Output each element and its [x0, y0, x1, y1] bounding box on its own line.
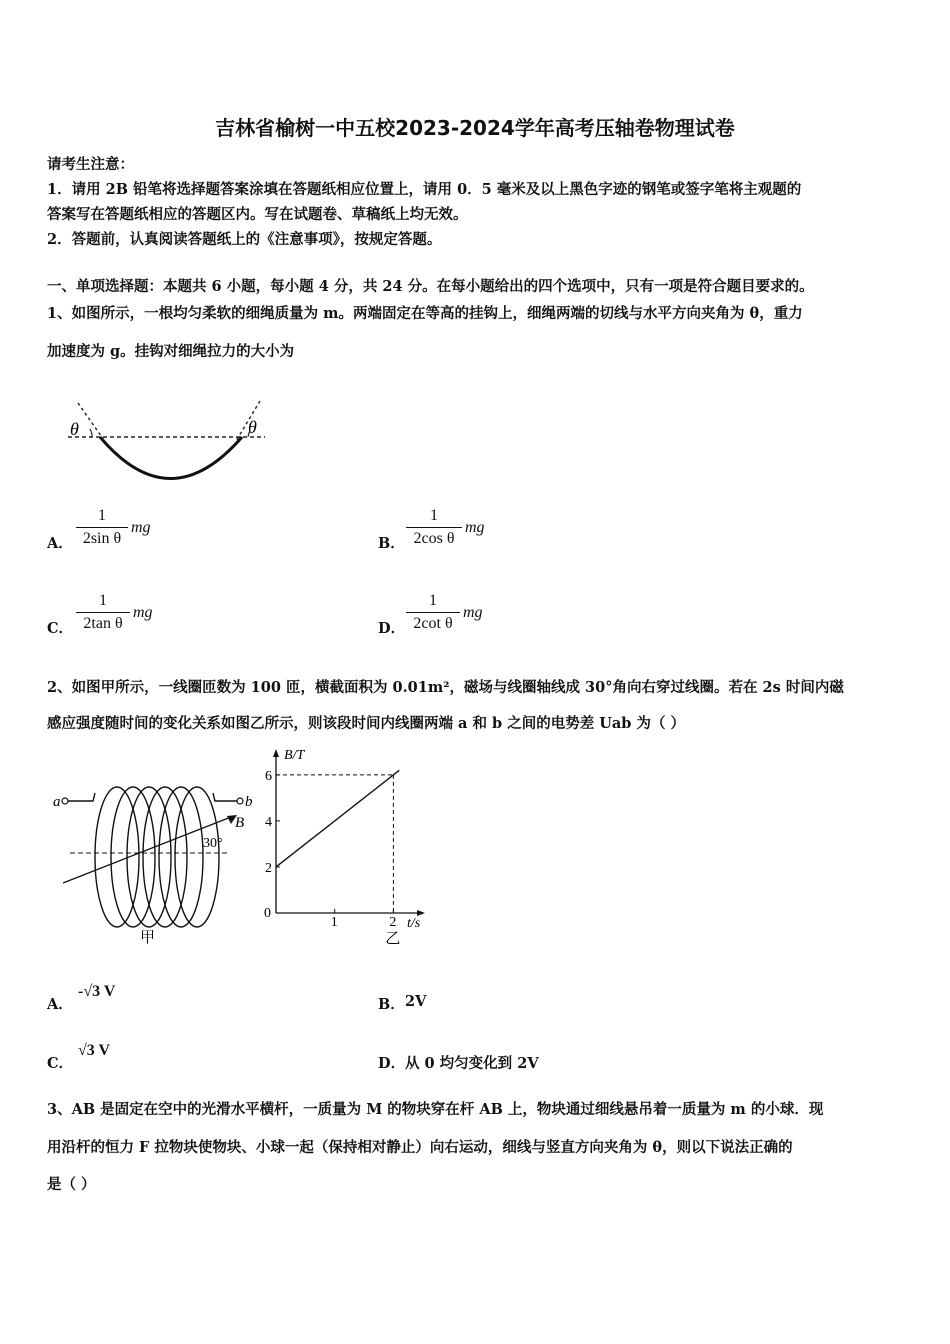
origin-label: 0 — [264, 906, 271, 921]
notice-line-1a: 1．请用 2B 铅笔将选择题答案涂填在答题纸相应位置上，请用 0．5 毫米及以上黑色字迹的钢笔或签字笔将主观题的 — [47, 181, 802, 198]
fraction-denominator: 2cos θ — [413, 530, 455, 547]
q3-stem-line2: 用沿杆的恒力 F 拉物块使物块、小球一起（保持相对静止）向右运动，细线与竖直方向夹角为 θ，则以下说法正确的 — [47, 1139, 793, 1156]
figure-jia-label: 甲 — [140, 930, 156, 946]
fraction-denominator: 2cot θ — [413, 615, 453, 632]
q2-option-b-text: 2V — [405, 993, 427, 1010]
terminal-b-label: b — [245, 794, 253, 810]
fraction-numerator: 1 — [430, 507, 438, 524]
lead-wire-a — [65, 793, 95, 801]
y-tick-label: 6 — [265, 768, 272, 784]
series-line-B — [276, 770, 399, 867]
q2-stem-line1: 2、如图甲所示，一线圈匝数为 100 匝，横截面积为 0.01m²，磁场与线圈轴线成 30°角向右穿过线圈。若在 2s 时间内磁 — [47, 679, 844, 696]
q1-option-d-letter: D． — [378, 620, 406, 637]
q1-option-c-letter: C． — [47, 620, 74, 637]
q2-option-b-letter: B． — [378, 996, 405, 1013]
q1-option-b-letter: B． — [378, 535, 405, 552]
q2-option-c-letter: C． — [47, 1055, 74, 1072]
fraction-bar — [406, 612, 460, 613]
page-title: 吉林省榆树一中五校2023-2024学年高考压轴卷物理试卷 — [215, 116, 735, 140]
q3-stem-line1: 3、AB 是固定在空中的光滑水平横杆，一质量为 M 的物块穿在杆 AB 上，物块通过细线悬吊着一质量为 m 的小球．现 — [47, 1101, 824, 1118]
fraction-bar — [406, 527, 462, 528]
section-1-heading: 一、单项选择题：本题共 6 小题，每小题 4 分，共 24 分。在每小题给出的四个选项中，只有一项是符合题目要求的。 — [47, 278, 814, 295]
terminal-a — [62, 798, 68, 804]
fraction-bar — [76, 527, 128, 528]
q2-option-d-text: 从 0 均匀变化到 2V — [405, 1055, 539, 1072]
chart-title: 乙 — [385, 931, 401, 947]
left-angle-arc — [90, 429, 92, 437]
q1-option-a-mg: mg — [131, 519, 151, 536]
q2-bt-graph — [260, 745, 430, 950]
q2-coil-figure — [45, 775, 255, 950]
right-angle-label: θ — [248, 417, 257, 437]
q1-option-d-mg: mg — [463, 604, 483, 621]
fraction-numerator: 1 — [98, 507, 106, 524]
q1-option-a-fraction — [76, 507, 128, 548]
field-B-label: B — [235, 815, 245, 831]
y-axis-arrow — [273, 749, 279, 757]
q1-option-b-mg: mg — [465, 519, 485, 536]
coil-loops — [95, 787, 219, 927]
fraction-denominator: 2sin θ — [82, 530, 122, 547]
q1-stem-line1: 1、如图所示，一根均匀柔软的细绳质量为 m。两端固定在等高的挂钩上，细绳两端的切线与水平方向夹角为 θ，重力 — [47, 305, 803, 322]
fraction-denominator: 2tan θ — [83, 615, 123, 632]
q1-stem-line2: 加速度为 g。挂钩对细绳拉力的大小为 — [47, 343, 295, 360]
notice-line-1b: 答案写在答题纸相应的答题区内。写在试题卷、草稿纸上均无效。 — [47, 206, 468, 223]
q2-stem-line2: 感应强度随时间的变化关系如图乙所示，则该段时间内线圈两端 a 和 b 之间的电势差 Uab 为（ ） — [47, 715, 686, 732]
notice-line-2: 2．答题前，认真阅读答题纸上的《注意事项》，按规定答题。 — [47, 231, 442, 248]
q1-option-c-fraction — [76, 592, 130, 633]
left-angle-label: θ — [70, 419, 79, 439]
q1-option-d-fraction — [406, 592, 460, 633]
angle-label: 30° — [203, 836, 223, 851]
x-tick-label: 2 — [389, 915, 397, 930]
x-tick-label: 1 — [330, 915, 338, 930]
terminal-a-label: a — [53, 794, 61, 810]
q1-option-a-letter: A． — [47, 535, 73, 552]
terminal-b — [237, 798, 243, 804]
q2-option-d-letter: D． — [378, 1055, 406, 1072]
fraction-numerator: 1 — [429, 592, 437, 609]
y-tick-label: 4 — [265, 814, 272, 830]
fraction-bar — [76, 612, 130, 613]
x-axis-label: t/s — [407, 916, 421, 931]
q2-option-c-text: √3 V — [78, 1042, 111, 1059]
q1-option-c-mg: mg — [133, 604, 153, 621]
y-axis-label: B/T — [284, 748, 305, 763]
rope-curve — [100, 437, 242, 479]
lead-wire-b — [213, 793, 240, 801]
fraction-numerator: 1 — [99, 592, 107, 609]
y-tick-label: 2 — [265, 860, 272, 876]
q2-option-a-letter: A． — [47, 996, 73, 1013]
q3-stem-line3: 是（ ） — [47, 1176, 96, 1193]
q1-option-b-fraction — [406, 507, 462, 548]
q2-option-a-text: -√3 V — [78, 983, 116, 1000]
q1-rope-figure — [60, 395, 270, 485]
notice-heading: 请考生注意： — [47, 156, 134, 173]
